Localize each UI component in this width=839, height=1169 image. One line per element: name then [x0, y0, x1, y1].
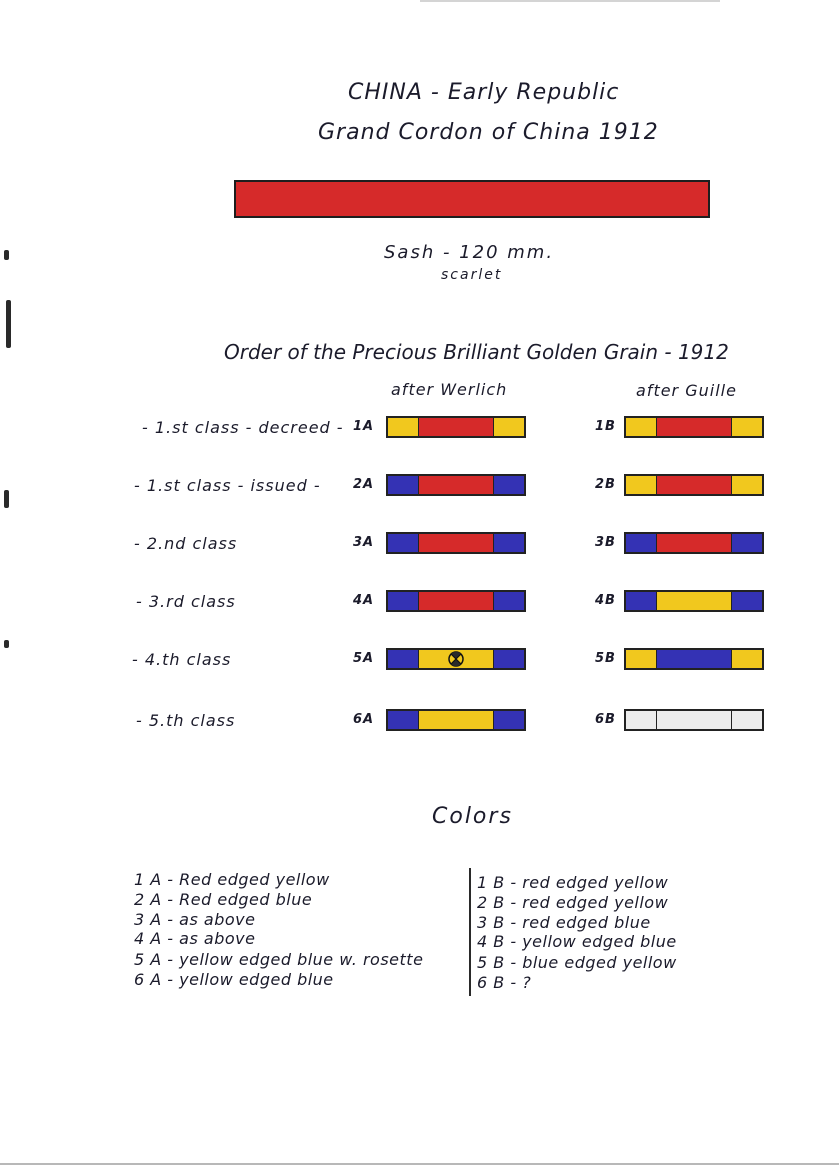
ribbon-3a — [386, 532, 526, 554]
ribbon-2a — [386, 474, 526, 496]
edge-mark — [4, 490, 9, 508]
ribbon-1a — [386, 416, 526, 438]
sash-label: Sash - 120 mm. — [384, 242, 555, 263]
edge-mark — [4, 640, 9, 648]
ribbon-center — [656, 592, 732, 610]
ribbon-edge-left — [626, 592, 656, 610]
ribbon-2b — [624, 474, 764, 496]
ribbon-center — [656, 418, 732, 436]
ribbon-edge-left — [388, 711, 418, 729]
edge-mark — [4, 250, 9, 260]
ribbon-center — [418, 650, 494, 668]
legend-line: 2 B - red edged yellow — [477, 893, 669, 912]
ribbon-center — [418, 711, 494, 729]
ribbon-edge-right — [732, 418, 762, 436]
sash-ribbon — [234, 180, 710, 218]
ribbon-edge-left — [626, 711, 656, 729]
ribbon-edge-left — [388, 476, 418, 494]
class-label: - 2.nd class — [134, 534, 238, 553]
ribbon-center — [418, 476, 494, 494]
class-label: - 4.th class — [132, 650, 232, 669]
legend-line: 3 A - as above — [134, 910, 256, 929]
ribbon-edge-right — [494, 418, 524, 436]
ribbon-code-2b: 2B — [595, 477, 616, 492]
ribbon-code-3a: 3A — [353, 535, 375, 550]
page-edge — [0, 0, 14, 1169]
scan-edge-top — [420, 0, 720, 2]
legend-line: 4 A - as above — [134, 929, 256, 948]
ribbon-center — [656, 650, 732, 668]
class-label: - 3.rd class — [136, 592, 236, 611]
ribbon-code-5a: 5A — [353, 651, 375, 666]
order-title: Order of the Precious Brilliant Golden Grain - 1912 — [224, 340, 729, 364]
ribbon-center — [418, 534, 494, 552]
ribbon-code-2a: 2A — [353, 477, 375, 492]
legend-line: 5 B - blue edged yellow — [477, 953, 677, 972]
ribbon-code-1a: 1A — [353, 419, 375, 434]
title-line-2: Grand Cordon of China 1912 — [318, 120, 659, 145]
ribbon-edge-right — [732, 476, 762, 494]
rosette-icon — [448, 651, 464, 667]
legend-line: 2 A - Red edged blue — [134, 890, 313, 909]
ribbon-edge-right — [732, 592, 762, 610]
class-label: - 1.st class - issued - — [134, 476, 321, 495]
ribbon-edge-right — [732, 650, 762, 668]
sash-color-name: scarlet — [441, 267, 503, 283]
ribbon-center — [656, 711, 732, 729]
ribbon-3b — [624, 532, 764, 554]
ribbon-edge-right — [732, 534, 762, 552]
ribbon-center — [656, 534, 732, 552]
legend-line: 3 B - red edged blue — [477, 913, 651, 932]
ribbon-edge-left — [388, 418, 418, 436]
edge-mark — [6, 300, 11, 348]
legend-line: 1 A - Red edged yellow — [134, 870, 330, 889]
ribbon-edge-right — [494, 534, 524, 552]
ribbon-edge-left — [626, 476, 656, 494]
legend-line: 1 B - red edged yellow — [477, 873, 669, 892]
ribbon-edge-left — [626, 418, 656, 436]
ribbon-edge-right — [494, 476, 524, 494]
scan-edge-bottom — [0, 1163, 839, 1165]
ribbon-code-4a: 4A — [353, 593, 375, 608]
legend-line: 4 B - yellow edged blue — [477, 932, 677, 951]
ribbon-code-1b: 1B — [595, 419, 616, 434]
ribbon-6a — [386, 709, 526, 731]
ribbon-code-6b: 6B — [595, 712, 616, 727]
ribbon-5b — [624, 648, 764, 670]
ribbon-center — [418, 592, 494, 610]
ribbon-edge-left — [388, 592, 418, 610]
ribbon-edge-left — [626, 650, 656, 668]
ribbon-5a — [386, 648, 526, 670]
ribbon-edge-right — [494, 650, 524, 668]
ribbon-edge-left — [388, 650, 418, 668]
colors-title: Colors — [432, 804, 513, 829]
ribbon-code-5b: 5B — [595, 651, 616, 666]
ribbon-4b — [624, 590, 764, 612]
ribbon-edge-right — [732, 711, 762, 729]
ribbon-code-6a: 6A — [353, 712, 375, 727]
ribbon-edge-left — [388, 534, 418, 552]
ribbon-edge-right — [494, 592, 524, 610]
column-heading-werlich: after Werlich — [391, 380, 508, 399]
title-line-1: CHINA - Early Republic — [348, 80, 620, 105]
ribbon-4a — [386, 590, 526, 612]
legend-line: 6 B - ? — [477, 973, 532, 992]
ribbon-edge-right — [494, 711, 524, 729]
class-label: - 1.st class - decreed - — [142, 418, 344, 437]
legend-line: 5 A - yellow edged blue w. rosette — [134, 950, 424, 969]
column-heading-guille: after Guille — [636, 381, 737, 400]
ribbon-center — [656, 476, 732, 494]
class-label: - 5.th class — [136, 711, 236, 730]
ribbon-code-3b: 3B — [595, 535, 616, 550]
legend-divider — [469, 868, 471, 996]
ribbon-edge-left — [626, 534, 656, 552]
legend-line: 6 A - yellow edged blue — [134, 970, 334, 989]
ribbon-code-4b: 4B — [595, 593, 616, 608]
ribbon-center — [418, 418, 494, 436]
ribbon-1b — [624, 416, 764, 438]
ribbon-6b — [624, 709, 764, 731]
